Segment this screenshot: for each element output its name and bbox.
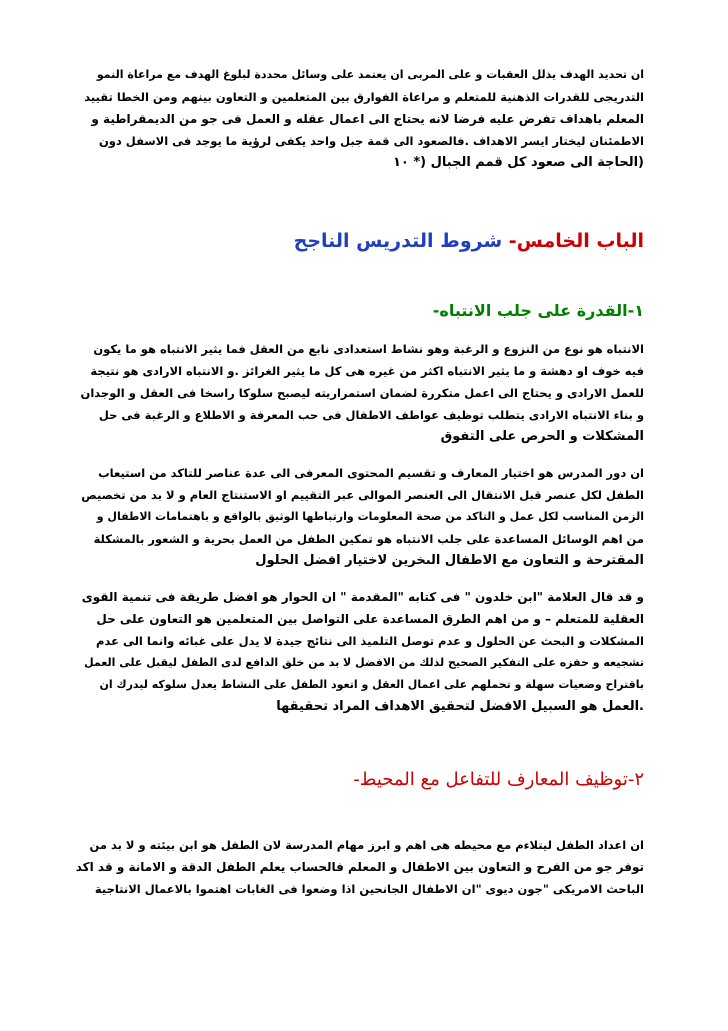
text-line: الزمن المناسب لكل عمل و التاكد من صحة المعلومات وارتباطها الوثيق بالواقع و باهتمامات الاطفال و	[96, 510, 644, 523]
text-line: الانتباه هو نوع من النزوع و الرغبة وهو نشاط استعدادى نابع من العقل فما يثير الانتباه هو ما يكون	[93, 342, 644, 356]
chapter-label: الباب الخامس-	[508, 230, 644, 252]
text-line: الاطمئنان ليختار ايسر الاهداف .فالصعود الى قمة جبل واحد يكفى لرؤية ما يوجد فى الاسفل دون	[98, 134, 644, 148]
text-line: العقلية للمتعلم – و من اهم الطرق المساعدة على التواصل بين المتعلمين هو التعاون على حل	[96, 612, 644, 626]
text-line: التدريجى للقدرات الذهنية للمتعلم و مراعاة الفوارق بين المتعلمين و التعاون بينهم ومن الخطا تقييد	[84, 90, 644, 104]
chapter-title: شروط التدريس الناجح	[293, 230, 509, 252]
text-line: للعمل الارادى و يحتاج الى اعمل متكررة لضمان استمراريته ليصبح سلوكا راسخا فى العقل و الوجدان	[80, 386, 644, 400]
chapter-heading	[76, 226, 644, 256]
text-line: باقتراح وضعيات سهلة و تحملهم على اعمال العقل و اتعود الطفل على النشاط يعدل سلوكه ليدرك ان	[99, 678, 644, 691]
attention-paragraph-3	[76, 586, 644, 718]
text-line: ان دور المدرس هو اختيار المعارف و تقسيم المحتوى المعرفى الى عدة عناصر للتاكد من استيعاب	[98, 466, 644, 480]
text-line: المشكلات و البحث عن الحلول و عدم توصل التلميذ الى نتائج جيدة لا يدل على غبائه وانما الى عدم	[96, 634, 644, 648]
section-heading-environment: ٢-توظيف المعارف للتفاعل مع المحيط-	[353, 769, 644, 790]
environment-paragraph-1	[76, 834, 644, 900]
text-line: الباحث الامريكى "جون ديوى "ان الاطفال الجانحين اذا وضعوا فى الغابات اهتموا بالاعمال الانتاجية	[94, 882, 644, 896]
text-line: المشكلات و الحرص على التفوق	[440, 429, 644, 444]
text-line: و قد قال العلامة "ابن خلدون " فى كتابه "المقدمة " ان الحوار هو افضل طريقة فى تنمية القوى	[81, 590, 644, 604]
text-line: المعلم باهداف تفرض عليه فرضا لانه يحتاج الى اعمال عقله و العمل فى جو من الديمقراطية و	[91, 112, 644, 126]
text-line: فيه خوف او دهشة و ما يثير الانتباه اكثر من غيره هى كل ما يثير الغرائز .و الانتباه الارادى هو نتيجة	[90, 364, 644, 378]
section-heading-attention: ١-القدرة على جلب الانتباه-	[432, 301, 644, 320]
attention-paragraph-1	[76, 338, 644, 448]
attention-paragraph-2	[76, 462, 644, 572]
text-line: ان اعداد الطفل ليتلاءم مع محيطه هى اهم و ابرز مهام المدرسة لان الطفل هو ابن بيئته و لا بد من	[89, 838, 644, 852]
text-line: و بناء الانتباه الارادى يتطلب توظيف عواطف الاطفال فى حب المعرفة و الاطلاع و الرغبة فى حل	[98, 408, 644, 422]
text-line: الطفل لكل عنصر قبل الانتقال الى العنصر الموالى عبر التقييم او الاستنتاج العام و لا بد من تخصيص	[81, 488, 644, 502]
text-line: تشجيعه و حفزه على التفكير الصحيح لذلك من الافضل لا بد من خلق الدافع لدى الطفل ليقبل على العمل	[84, 656, 644, 669]
text-line: .العمل هو السبيل الافضل لتحقيق الاهداف المراد تحقيقها	[276, 699, 644, 714]
text-line: ان تحديد الهدف يذلل العقبات و على المربى ان يعتمد على وسائل محددة لبلوغ الهدف مع مراعاة النمو	[96, 68, 644, 81]
text-line: (الحاجة الى صعود كل قمم الجبال (* ١٠	[392, 155, 644, 170]
text-line: من اهم الوسائل المساعدة على جلب الانتباه هو تمكين الطفل من العمل بحرية و الشعور بالمشكلة	[93, 532, 644, 546]
intro-paragraph	[76, 64, 644, 174]
text-line: توفر جو من الفرح و التعاون بين الاطفال و المعلم فالحساب يعلم الطفل الدقة و الامانة و قد اكد	[75, 860, 644, 874]
text-line: المقترحة و التعاون مع الاطفال الىخرين لاختيار افضل الحلول	[255, 553, 644, 568]
